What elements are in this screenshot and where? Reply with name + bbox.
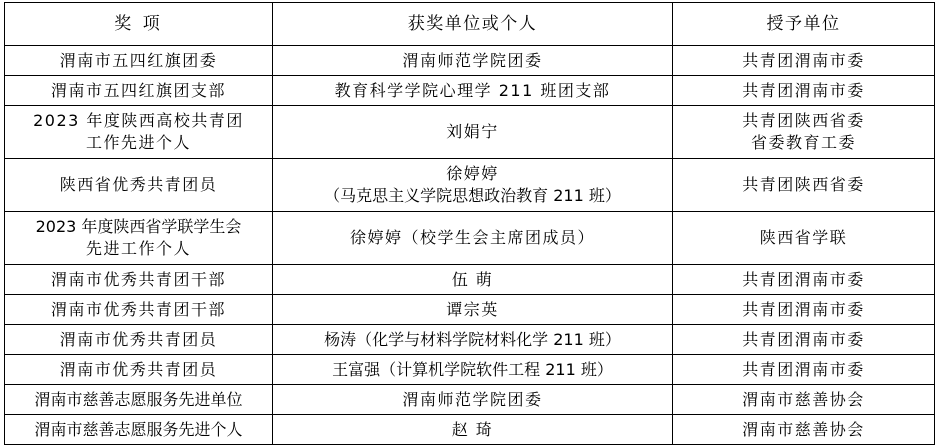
cell-grantor: 共青团渭南市委 — [673, 355, 935, 385]
table-body — [5, 46, 935, 445]
table-row — [5, 265, 935, 295]
table-row — [5, 385, 935, 415]
table-row — [5, 46, 935, 76]
cell-award: 渭南市五四红旗团委 — [5, 46, 273, 76]
cell-award-line-1: 2023 年度陕西省学联学生会 — [35, 217, 242, 237]
cell-recipient: 刘娟宁 — [273, 106, 673, 159]
table-row — [5, 106, 935, 159]
award-table — [4, 2, 935, 445]
cell-award: 渭南市优秀共青团员 — [5, 325, 273, 355]
cell-grantor: 陕西省学联 — [673, 212, 935, 265]
cell-grantor: 共青团渭南市委 — [673, 295, 935, 325]
cell-recipient: 杨涛（化学与材料学院材料化学 211 班） — [273, 325, 673, 355]
cell-recipient: 伍 萌 — [273, 265, 673, 295]
table-row — [5, 159, 935, 212]
cell-award: 渭南市慈善志愿服务先进个人 — [5, 415, 273, 445]
column-header-recipient: 获奖单位或个人 — [273, 3, 673, 46]
table-row — [5, 325, 935, 355]
cell-award: 渭南市优秀共青团干部 — [5, 265, 273, 295]
column-header-grantor: 授予单位 — [673, 3, 935, 46]
cell-grantor: 共青团渭南市委 — [673, 46, 935, 76]
table-row — [5, 355, 935, 385]
cell-recipient: 渭南师范学院团委 — [273, 46, 673, 76]
table-row — [5, 76, 935, 106]
cell-award: 渭南市五四红旗团支部 — [5, 76, 273, 106]
cell-award: 渭南市优秀共青团员 — [5, 355, 273, 385]
cell-recipient-line-1: 徐婷婷 — [446, 164, 499, 184]
cell-grantor: 共青团渭南市委 — [673, 265, 935, 295]
cell-recipient-line-2: （马克思主义学院思想政治教育 211 班） — [324, 186, 621, 205]
cell-recipient: 赵 琦 — [273, 415, 673, 445]
cell-award — [5, 212, 273, 265]
cell-recipient — [273, 159, 673, 212]
table-row — [5, 295, 935, 325]
cell-recipient: 谭宗英 — [273, 295, 673, 325]
cell-grantor: 共青团渭南市委 — [673, 325, 935, 355]
cell-grantor: 共青团陕西省委 — [673, 159, 935, 212]
cell-recipient: 王富强（计算机学院软件工程 211 班） — [273, 355, 673, 385]
cell-recipient: 渭南师范学院团委 — [273, 385, 673, 415]
cell-grantor: 渭南市慈善协会 — [673, 415, 935, 445]
table-row — [5, 212, 935, 265]
table-row — [5, 415, 935, 445]
cell-award: 陕西省优秀共青团员 — [5, 159, 273, 212]
cell-award-line-1: 2023 年度陕西高校共青团 — [33, 111, 244, 131]
cell-grantor-line-2: 省委教育工委 — [750, 133, 856, 152]
cell-award: 渭南市优秀共青团干部 — [5, 295, 273, 325]
cell-award-line-2: 先进工作个人 — [85, 239, 191, 258]
cell-recipient: 徐婷婷（校学生会主席团成员） — [273, 212, 673, 265]
column-header-award: 奖 项 — [5, 3, 273, 46]
cell-grantor: 共青团渭南市委 — [673, 76, 935, 106]
cell-award: 渭南市慈善志愿服务先进单位 — [5, 385, 273, 415]
cell-recipient: 教育科学学院心理学 211 班团支部 — [273, 76, 673, 106]
cell-award-line-2: 工作先进个人 — [85, 133, 191, 152]
table-header — [5, 3, 935, 46]
cell-grantor-line-1: 共青团陕西省委 — [742, 111, 865, 131]
cell-grantor — [673, 106, 935, 159]
cell-grantor: 渭南市慈善协会 — [673, 385, 935, 415]
cell-award — [5, 106, 273, 159]
table-header-row — [5, 3, 935, 46]
